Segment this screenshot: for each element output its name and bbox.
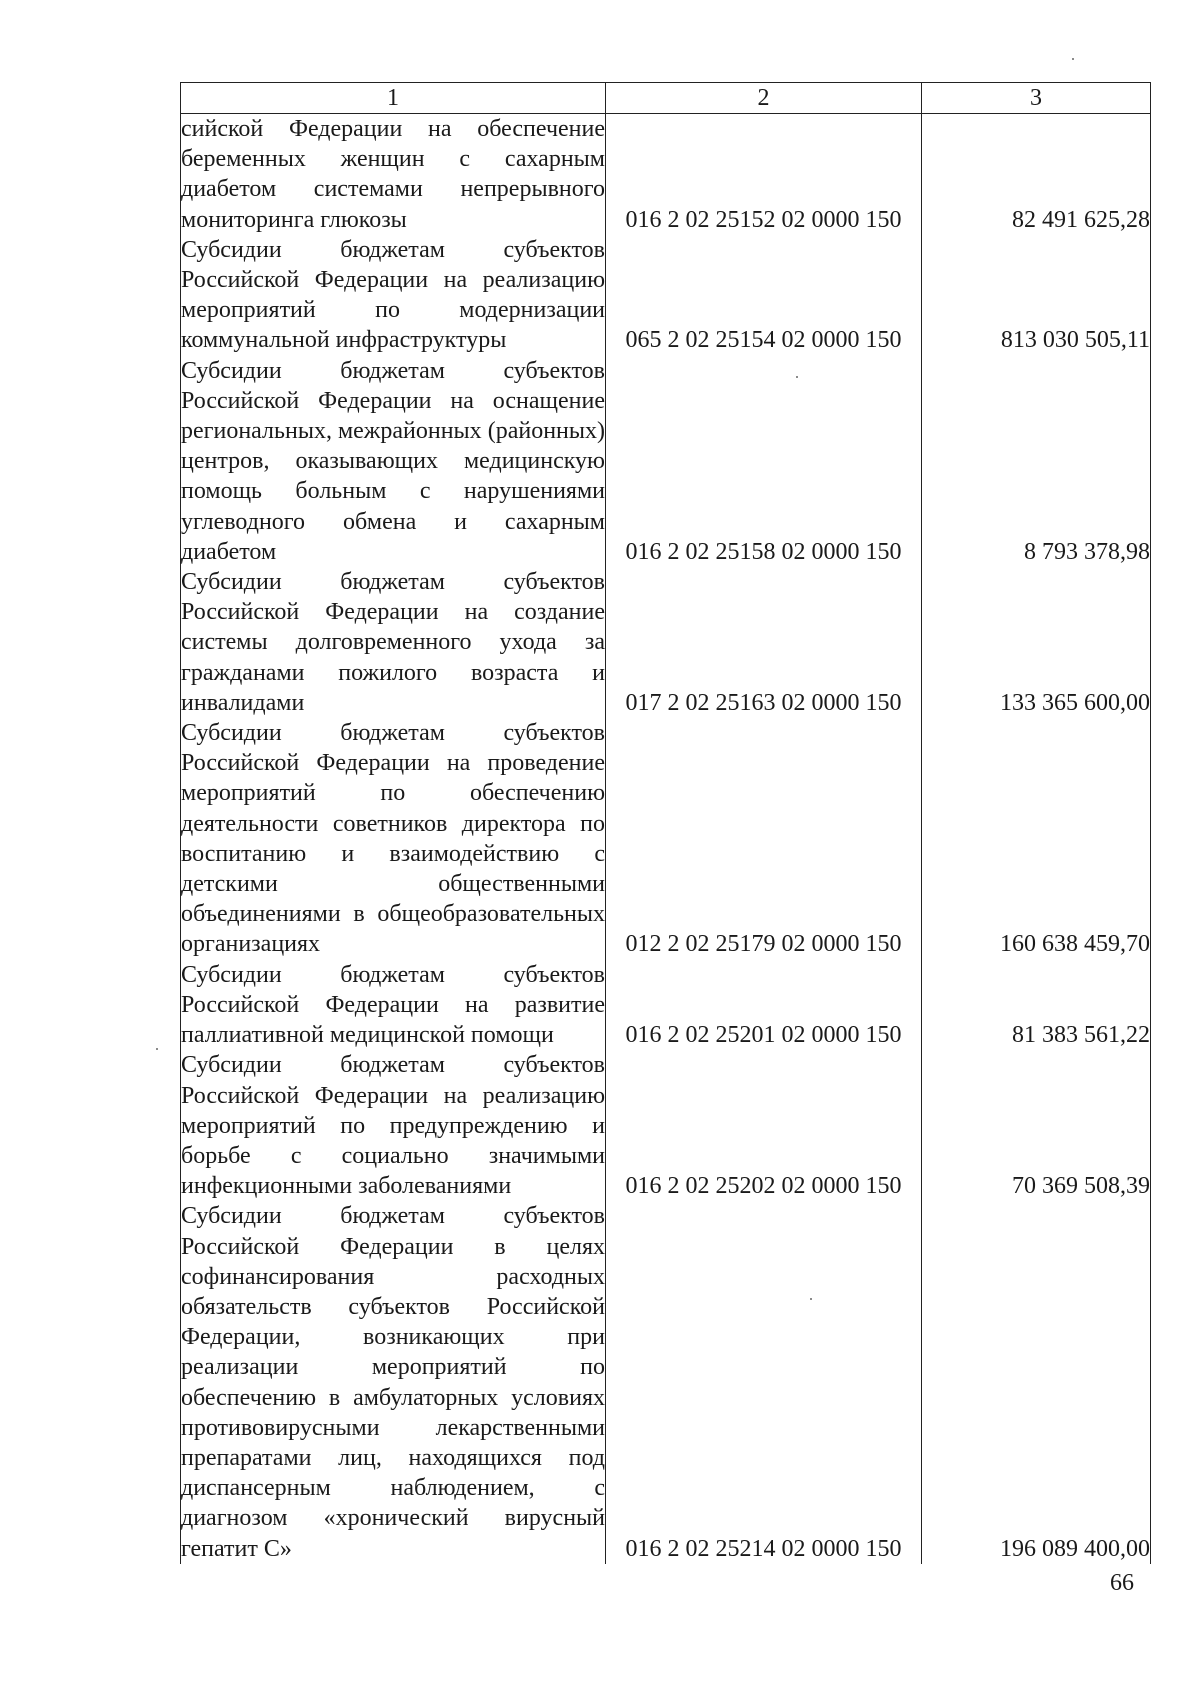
table-row [181, 114, 1151, 235]
table-row [181, 718, 1151, 960]
row-description: Субсидии бюджетам субъектов Российской Федерации на оснащение региональных, межрайонных (районных) центров, оказывающих медицинскую помощь больным с нарушениями углеводного обмена и сахарным диабетом [181, 356, 606, 567]
row-amount: 82 491 625,28 [922, 114, 1151, 235]
table-row [181, 960, 1151, 1051]
row-code: 016 2 02 25202 02 0000 150 [606, 1050, 922, 1201]
table-row [181, 567, 1151, 718]
scan-speck [810, 1298, 812, 1300]
column-header-2: 2 [606, 83, 922, 114]
table-row [181, 1050, 1151, 1201]
scan-speck [156, 1048, 158, 1050]
header-row [181, 83, 1151, 114]
column-header-3: 3 [922, 83, 1151, 114]
table-row [181, 356, 1151, 567]
scan-speck [796, 376, 798, 378]
row-code: 017 2 02 25163 02 0000 150 [606, 567, 922, 718]
row-amount: 133 365 600,00 [922, 567, 1151, 718]
row-code: 016 2 02 25214 02 0000 150 [606, 1201, 922, 1563]
row-code: 012 2 02 25179 02 0000 150 [606, 718, 922, 960]
budget-table [180, 82, 1151, 1564]
row-amount: 813 030 505,11 [922, 235, 1151, 356]
page-number: 66 [1110, 1570, 1134, 1596]
table-header [181, 83, 1151, 114]
column-header-1: 1 [181, 83, 606, 114]
row-description: Субсидии бюджетам субъектов Российской Федерации на развитие паллиативной медицинской помощи [181, 960, 606, 1051]
row-code: 016 2 02 25152 02 0000 150 [606, 114, 922, 235]
row-description: Субсидии бюджетам субъектов Российской Федерации на проведение мероприятий по обеспечению деятельности советников директора по воспитанию и взаимодействию с детскими общественными объединениями в общеобразовательных организациях [181, 718, 606, 960]
row-amount: 81 383 561,22 [922, 960, 1151, 1051]
row-amount: 196 089 400,00 [922, 1201, 1151, 1563]
row-description: сийской Федерации на обеспечение беременных женщин с сахарным диабетом системами непрерывного мониторинга глюкозы [181, 114, 606, 235]
row-amount: 8 793 378,98 [922, 356, 1151, 567]
row-description: Субсидии бюджетам субъектов Российской Федерации в целях софинансирования расходных обязательств субъектов Российской Федерации, возникающих при реализации мероприятий по обеспечению в амбулаторных условиях противовирусными лекарственными препаратами лиц, находящихся под диспансерным наблюдением, с диагнозом «хронический вирусный гепатит С» [181, 1201, 606, 1563]
table-row [181, 1201, 1151, 1563]
row-description: Субсидии бюджетам субъектов Российской Федерации на реализацию мероприятий по предупреждению и борьбе с социально значимыми инфекционными заболеваниями [181, 1050, 606, 1201]
row-description: Субсидии бюджетам субъектов Российской Федерации на реализацию мероприятий по модернизации коммунальной инфраструктуры [181, 235, 606, 356]
row-amount: 70 369 508,39 [922, 1050, 1151, 1201]
table-body [181, 114, 1151, 1564]
row-amount: 160 638 459,70 [922, 718, 1151, 960]
row-code: 016 2 02 25158 02 0000 150 [606, 356, 922, 567]
row-description: Субсидии бюджетам субъектов Российской Федерации на создание системы долговременного ухода за гражданами пожилого возраста и инвалидами [181, 567, 606, 718]
table-row [181, 235, 1151, 356]
scan-speck [1072, 58, 1074, 60]
row-code: 016 2 02 25201 02 0000 150 [606, 960, 922, 1051]
row-code: 065 2 02 25154 02 0000 150 [606, 235, 922, 356]
